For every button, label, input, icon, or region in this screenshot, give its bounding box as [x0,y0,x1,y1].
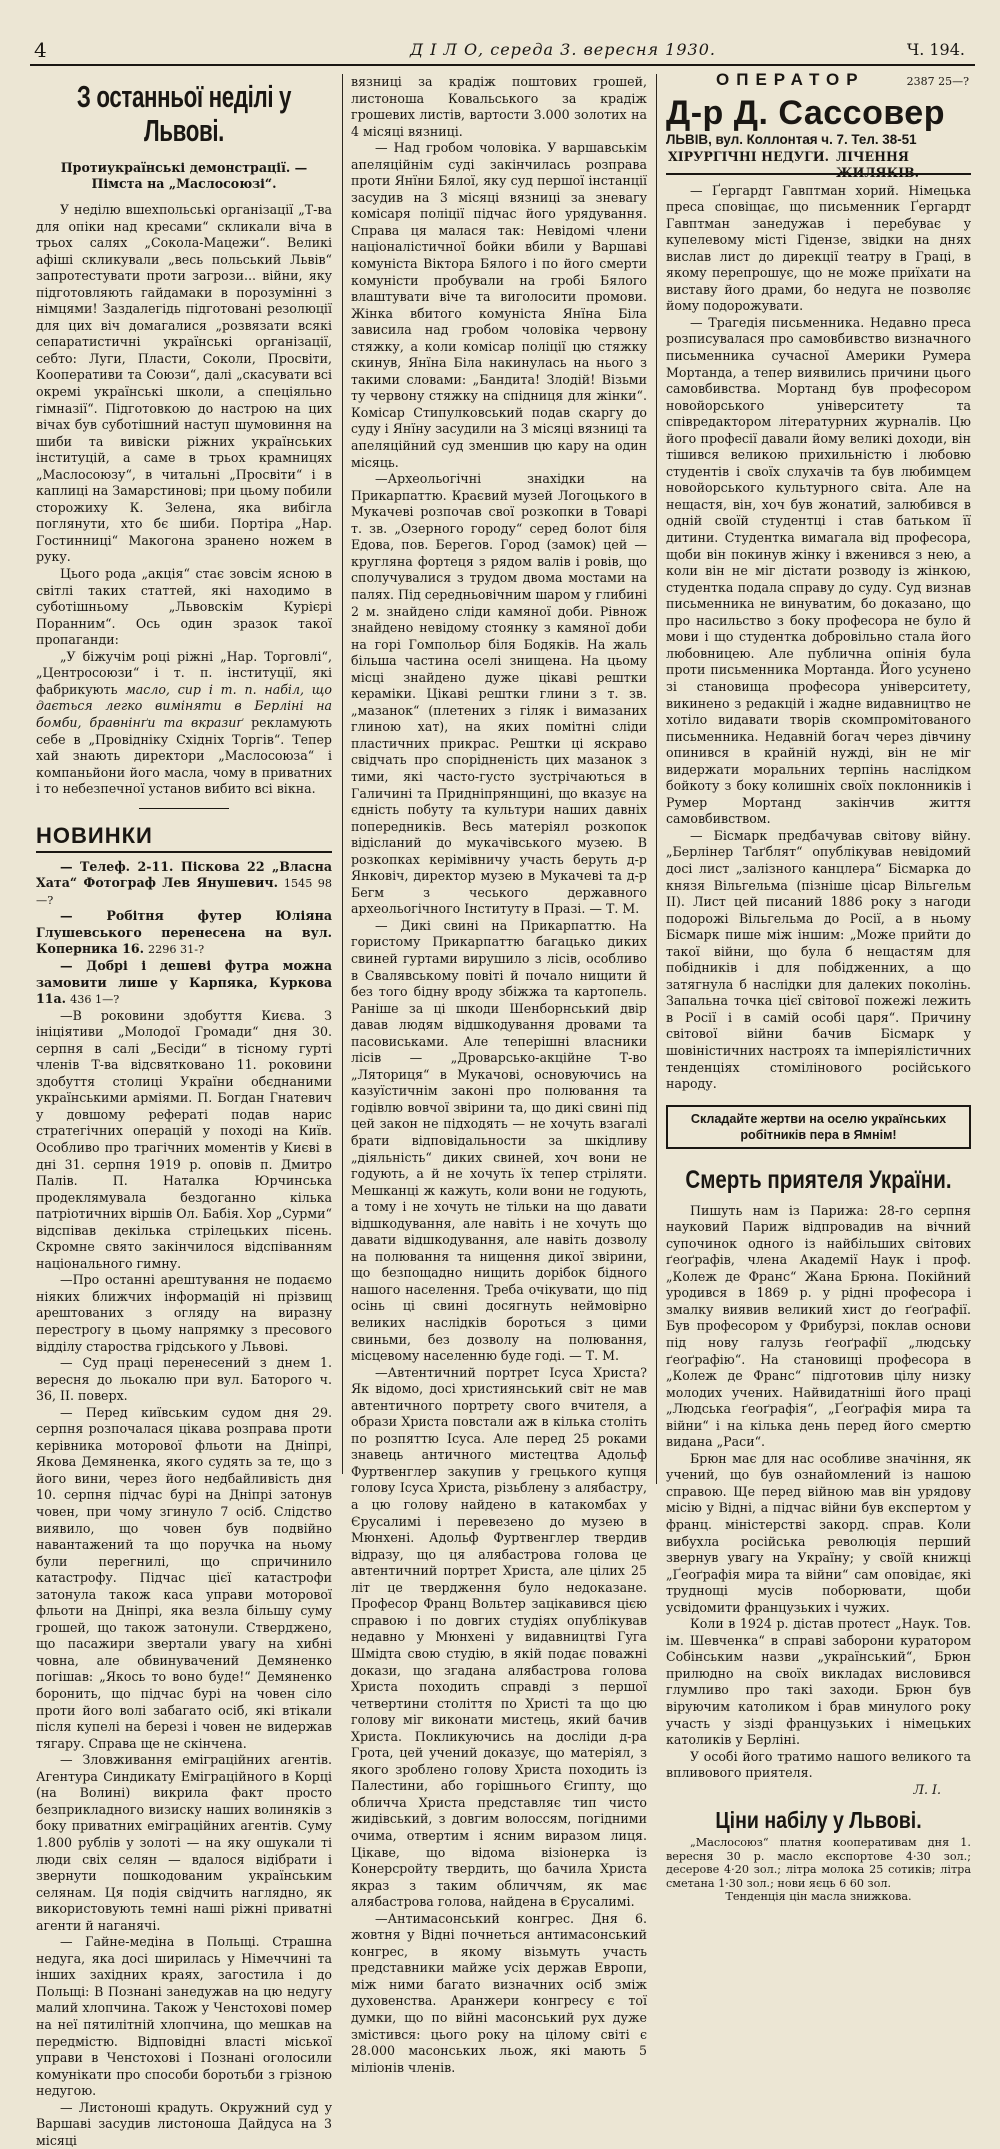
column-3 [666,70,971,1904]
news-item: — Гайне-медіна в Польщі. Страшна недуга, яка досі ширилась у Німеччині та інших західних краях, загостила і до Польщі: В Познані занедужав на цю недугу малий хлопчина. Також у Ченстохові помер на неї пятилітній хлопчина, що мешкав на передмістю. Відповідні власті міської управи в Ченстохові і Познані оголосили комунікати про способи боротьби з грізною недугою. [36,1934,332,2099]
ad-doctor-name: Д-р Д. Сассовер [666,94,945,132]
news-item: — Дикі свині на Прикарпаттю. На гористому Прикарпаттю багацько диких свиней гуртами вирушило з лісів, особливо в Свалявському повіті й почало нищити й без того бідну вроду збіжжа та картопель. Раніше за ці шкоди Шенборнський двір давав людям відшкодування дровами та пасовиськами. Але теперішні власники лісів — „Дроварсько-акційне Т-во „Ляториця“ в Мукачові, основуючись на казуїстичнім законі про полювання та годівлю вовчої звірини та, що дикі свині під цей закон не підходять — не хочуть взагалі брати відповідальности за шкідливу „діяльність“ диких свиней, хоч вони не годують, а й не хочуть їх тепер стріляти. Мешканці ж кажуть, коли вони не годують, а тому і не хочуть не тільки на що давати відшкодування, але навіть і не хочуть що давати відшкодування, але навіть дозволу на полювання та нищення дикої звірини, що безпощадно нищить дорібок бідного нашого населення. Треба очікувати, що під осінь ці свині досягнуть неймовірно великих наслідків бороться з цими свиньми, без дозволу на полювання, місцевому населенню буде годі. — Т. М. [351,917,647,1364]
issue-number: Ч. 194. [906,40,965,59]
news-item: — Перед київським судом дня 29. серпня розпочалася цікава розправа проти керівника моторової фльоти на Дніпрі, Якова Демяненка, якого судять за те, що з його вини, через його недбайливість дня 10. серпня підчас бурі на Дніпрі затонув човен, при чому згинуло 7 осіб. Слідство виявило, що човен був подвійно навантажений та що поручка на ньому були перегнилі, що спричинило катастрофу. Підчас цієї катастрофи затонула також каса управи моторової фльоти на Дніпрі, яка везла більшу суму грошей, що також затонули. Стверджено, що пасажири звертали увагу на хибні човна, але обвинувачений Демяненко погішав: „Якось то воно буде!“ Демяненко боронить, що підчас бурі на човен сіло проти його волі забагато осіб, які втікали після купелі на березі і човен не видержав тягару. Справа ще не скінчена. [36,1404,332,1751]
ad-code: 2387 25—? [906,75,969,88]
news-item: —Про останні арештування не подаємо ніяких ближчих інформацій ні прізвищ арештованих з огляду на виразну перестрогу в цьому напрямку з пресового відділу староства грідського у Львові. [36,1272,332,1354]
news-item: вязниці за крадіж поштових грошей, листоноша Ковальського за крадіж грошевих листів, вартости 3.000 золотих на 4 місяці вязниці. [351,74,647,139]
prices-text: „Маслосоюз“ платня кооперативам дня 1. вересня 30 р. масло експортове 4·30 зол.; десерове 4·20 зол.; літра молока 25 сотиків; літра сметана 1·30 зол.; нови яєць 6 60 зол. [666,1836,971,1890]
ad-address: ЛЬВІВ, вул. Коллонтая ч. 7. Тел. 38-51 [666,132,917,147]
news-item: — Бісмарк предбачував світову війну. „Берлінер Таґблят“ опублікував невідомий досі лист „залізного канцлера“ Бісмарка до князя Вільгельма (пізніше цісар Вільгельм II). Лист цей писаний 1886 року з нагоди подорожі Вільгельма до Росії, а в ньому Бісмарк пише між іншим: „Може прийти до такої війни, що була б нещастям для побідників і для побідженних, а що затягнула б наслідки для далеких поколінь. Запальна точка цієї світової пожежі лежить в Росії і в самій особі царя“. Причину світової війни бачив Бісмарк у шовіністичних настроях та імперіялістичних тенденціях стомілінового російського народу. [666,827,971,1092]
article-paragraph: Брюн має для нас особливе значіння, як учений, що був ознайомлений із нашою справою. Ще перед війною мав він урядову місію у Відні, а підчас війни був експертом у франц. міністерстві закорд. справ. Коли вибухла російська революція перший звернув увагу на Україну; у своїй книжці „Ґеоґрафія мира та війни“ сам оповідає, які труднощі мусів поборювати, щоби усвідомити французьких і чужих. [666,1450,971,1615]
article-headline: З останньої неділі у Львові. [76,79,292,148]
prices-headline: Ціни набілу у Львові. [715,1807,922,1834]
article-paragraph: У особі його тратимо нашого великого та впливового приятеля. [666,1748,971,1781]
classified-ad: — Робітня футер Юліяна Глушевського перенесена на вул. Коперника 16. 2296 31-? [36,908,332,957]
column-rule [656,74,657,1484]
news-item: —Археольогічні знахідки на Прикарпаттю. Краєвий музей Логоцького в Мукачеві розпочав свої розкопки в Товарі т. зв. „Озерного городу“ серед болот біля Едова, пов. Берегов. Город (замок) цей — кругляна фортеця з рядом валів і ровів, що сполучувалися з трудом двома мостами на палях. Під середньовічним шаром у глибині 2 м. знайдено сліди камяної доби. Рівнож знайдено невідому стоянку з камяної доби на горі Гомпольор біля Бодяків. На жаль більша частина оселі знищена. На цьому місці знайдено дуже цікаві рештки кераміки. Цікаві рештки глини з т. зв. „мазанок“ (плетених з гіляк і вимазаних глиною хат), на яких помітні сліди пластичних прикрас. Рештки ці яскраво свідчать про спорідненість цих мазанок з тими, які часто-густо зустрічаються в Галичині та Придніпрянщині, що вказує на єдність побуту та культури наших давніх попередників. Весь матеріял розкопок відісланий до мукачівського музею. В розкопках керімівничу участь беруть д-р Янковіч, директор музею в Мукачеві та д-р Бегм з чеського державного археольогічного Інституту в Празі. — Т. М. [351,471,647,917]
article-quote: „У біжучім році ріжні „Нар. Торговлі“, „Центросоюзи“ і т. п. інституції, які фабрикують масло, сир і т. п. набіл, що дається легко виміняти в Берліні на бомби, бравнінґи та вкразиґ рекламують себе в „Провідніку Східніх Торгів“. Тепер хай знають директори „Маслосоюза“ і компаньйони його масла, чому в приватних і то небезпечної установ вибито всі вікна. [36,648,332,797]
classified-ad: — Телеф. 2-11. Піскова 22 „Власна Хата“ Фотограф Лев Янушевич. 1545 98—? [36,858,332,907]
ad-specialty: ЛІЧЕННЯ ЖИЛЯКІВ. [836,148,920,181]
news-item: —Автентичний портрет Ісуса Христа? Як відомо, досі християнський світ не мав автентичного портрету свого вчителя, а образи Христа повстали аж в кілька століть по розпяттю Ісуса. Але перед 25 роками знавець античного мистецтва Адольф Фуртвенглер закупив у грецького купця голову Ісуса Христа, різьблену з алябастру, а цю голову найдено в катакомбах у Єрусалимі і перевезено до музею в Мюнхені. Адольф Фуртвенглер твердив відразу, що ця алябастрова голова це автентичний портрет Христа, але цілих 25 літ це твердження було недоказане. Професор Франц Вольтер зацікавився цією справою і по довгих студіях опублікував недавно у Мюнхені у видавництві Гуга Шмідта свою студію, в якій подає поважні докази, що згадана алябастрова голова Христа походить справді з першої четвертини століття по Христі та що цю голову міг виконати мистець, який бачив Христа. Покликуючись на досліди д-ра Грота, цей учений доказує, що матеріял, з якого зроблено голову Христа походить із Палестини, або горішнього Єгипту, що обличча Христа представляє тип чисто жидівський, з довгим волоссям, погідними очима, отвертим і ясним виразом лиця. Цікаве, що відома візіонерка із Конерсройту твердить, що бачила Христа якраз з таким обличчям, як має алябастрова голова, найдена в Єрусалимі. [351,1364,647,1910]
news-item: — Над гробом чоловіка. У варшавськім апеляційнім суді закінчилась розправа проти Янїни Бялої, яку суд першої інстанції засудив на 3 місяці вязниці за зневагу комісаря поліції підчас його урядування. Справа ця малася так: Невідомі члени націоналістичної бойки вбили у Варшаві комуніста Віктора Бялого і по його смерти комуністи пробували на гробі Бялого влаштувати віче та виголосити промови. Жінка вбитого комуніста Янїна Біла зависила над гробом чоловіка червону стяжку, а коли комісар поліції цю стяжку скинув, Янїна Біла накинулась на нього з такими словами: „Бандита! Злодій! Візьми ту червону стяжку на спідниця для жінки“. Комісар Стипулковський подав скаргу до суду і Янїну засудили на 3 місяці вязниці та апеляційний суд зменшив цю кару на один місяць. [351,140,647,470]
prices-trend: Тенденція цін масла знижкова. [725,1890,912,1904]
header-rule [30,64,975,66]
ad-specialty: ХІРУРГІЧНІ НЕДУГИ. [668,148,829,164]
column-2 [351,74,647,2075]
news-item: — Зловживання еміграційних агентів. Агентура Синдикату Еміграційного в Корці (на Волині) викрила факт просто безприкладного визиску наших волиняків з боку приватних еміграційних агентів. Суму 1.800 рублів у золоті — на яку ошукали ті люди свіх селян — вдалося відібрати і звернути пошкодованим українським селянам. Ця подія свідчить наглядно, як використовують темні наші ріжні приватні агенти й наганячі. [36,1752,332,1933]
article-paragraph: Коли в 1924 р. дістав протест „Наук. Тов. ім. Шевченка“ в справі заборони куратором Собінським назви „український“, Брюн прилюдно на своїх викладах висловився глумливо про такі заходи. Брюн був віруючим католиком і брав минулого року участь у зізді французьких і німецьких католиків у Берліні. [666,1616,971,1748]
news-item: —В роковини здобуття Києва. З ініціятиви „Молодої Громади“ дня 30. серпня в салі „Бесіди“ в тісному гурті членів Т-ва відсвятковано 11. роковини здобуття столиці України обєднаними українськими арміями. П. Богдан Гнатевич у довшому рефераті подав нарис стратегічних операцій у поході на Київ. Особливо про трагічних моментів у Києві в дні 31. серпня 1919 р. оповів п. Дмитро Палів. П. Наталка Юрчинська продеклямувала бездоганно кілька патріотичних віршів Ол. Бабія. Хор „Сурми“ відспівав декілька стрілецьких пісень. Скромне свято закінчилося відспіванням національного гимну. [36,1007,332,1271]
section-divider [139,808,229,809]
news-item: — Трагедія письменника. Недавно преса розписувалася про самовбивство визначного письменника сучасної Америки Румера Мортанда, а тепер виявились причини цього самовбивства. Мортанд був професором новойорського університету та співредактором літературних журналів. Цю його професії давали йому великі доходи, він тішився великою прихильністю і любовю студентів і своїх слухачів та був любимцем новойорського культурного світа. Але на нещастя, він, хоч був жонатий, залюбився в одній своїй студентці і став батьком її дитини. Студентка вимагала від професора, щоби він покинув жінку і вженився з нею, а коли він не міг дістати розводу із жінкою, студентка подала справу до суду. Суд визнав письменника не винуватим, бо доказано, що про насильство з боку професора не було й мови і що студентка добровільно стала його любовницею. Але публична опінія була проти письменника Мортанда. Його усунено зі становища професора університету, викинено з редакцій і жадне видавництво не хотіло видавати творів скомпромітованого письменника. Недавній богач через дівчину опинився в крайній нужді, він не міг видержати моральних терпінь наслідком бойкоту з боку колишніх своїх поклонників і Румер Мортанд закінчив життя самовбивством. [666,314,971,827]
article-paragraph: Цього рода „акція“ стає зовсім ясною в світлі таких статтей, які находимо в суботішньому „Львовскім Курієрі Поранним“. Ось один зразок такої пропаганди: [36,566,332,648]
column-rule [342,74,343,1474]
news-item: — Листоноші крадуть. Окружний суд у Варшаві засудив листоноша Дайдуса на 3 місяці [36,2099,332,2148]
ad-operator-label: ОПЕРАТОР [716,70,865,89]
news-item: —Антимасонський конгрес. Дня 6. жовтня у Відні почнеться антимасонський конгрес, в якому візьмуть участь представники майже усіх держав Европи, між ними багато визначних осіб зміж духовенства. Аранжери конгресу є тої думки, що по війні масонський рух дуже змістився: цього року на цілому світі є 28.000 масонських льож, які мають 5 міліонів членів. [351,1910,647,2075]
classified-ad: — Добрі і дешеві футра можна замовити лише у Карпяка, Куркова 11а. 436 1—? [36,957,332,1007]
masthead-date: Д І Л О, середа 3. вересня 1930. [410,40,716,59]
rubric-title: НОВИНКИ [36,822,153,848]
news-item: — Ґергардт Гавптман хорий. Німецька преса сповіщає, що письменник Ґергардт Гавптман занедужав і перебуває у купелевому місті Гідензе, звідки на днях вислав лист до дирекції театру в Граці, в якому перепрошує, що не може приїхати на виставу його драми, бо недуга не позволяє йому подорожувати. [666,182,971,314]
page-header [30,38,975,68]
doctor-advertisement [666,70,971,181]
page-number: 4 [34,38,47,62]
article-subhead: Протиукраїнські демонстрації. — Пімста на „Маслосоюзі“. [60,160,308,191]
article-headline: Смерть приятеля України. [685,1165,952,1194]
appeal-box: Складайте жертви на оселю українських робітників пера в Ямнім! [666,1105,971,1149]
news-item: — Суд праці перенесений з днем 1. вересня до льокалю при вул. Баторого ч. 36, II. поверх. [36,1355,332,1404]
column-1 [36,74,332,2148]
article-signature: Л. І. [913,1781,941,1797]
rubric-rule [36,851,332,853]
article-paragraph: У неділю вшехпольські організації „Т-ва для опіки над кресами“ скликали віча в трьох салях „Сокола-Мацежи“. Великі афіші скликували „весь польський Львів“ запротестувати проти загрози... війни, яку підготовляють гайдамаки в порозумінні з німцями! Заздалегідь підготовані резолюції для цих віч домагалися „розвязати всякі сепаратистичні українські організації, себто: Луги, Пласти, Соколи, Просвіти, Кооперативи та Союзи“, далі „скасувати всі окремі українські школи, а спеціяльно гімназії“. Підготовкою до настрою на цих вічах був суботішний наступ шумовиння на шиби та вивіски ріжних українських інституцій, а саме в трьох крамницях „Маслосоюзу“, в читальні „Просвіти“ і в каплиці на Замарстинові; при цьому побили сторожиху К. Зелена, яка вибігла поглянути, хто бє шиби. Портіра „Нар. Гостинниці“ Макогона зранено ножем в руку. [36,202,332,565]
article-paragraph: Пишуть нам із Парижа: 28-го серпня науковий Париж відпровадив на вічний супочинок одного із найбільших світових ґеоґрафів, члена Академії Наук і проф. „Колеж де Франс“ Жана Брюна. Покійний уродився в 1869 р. у рідні професора і змалку виявив великий хист до ґеоґрафії. Був професором у Фрибурзі, поклав основи під нову галузь ґеоґрафії „людську ґеоґрафію“. На становищі професора в „Колеж де Франс“ підготовив цілу низку молодих учених. Найвидатніші його праці „Людська ґеоґрафія“, „Ґеоґрафія мира та війни“ і на кілька день перед його смертю видана „Раси“. [666,1202,971,1450]
